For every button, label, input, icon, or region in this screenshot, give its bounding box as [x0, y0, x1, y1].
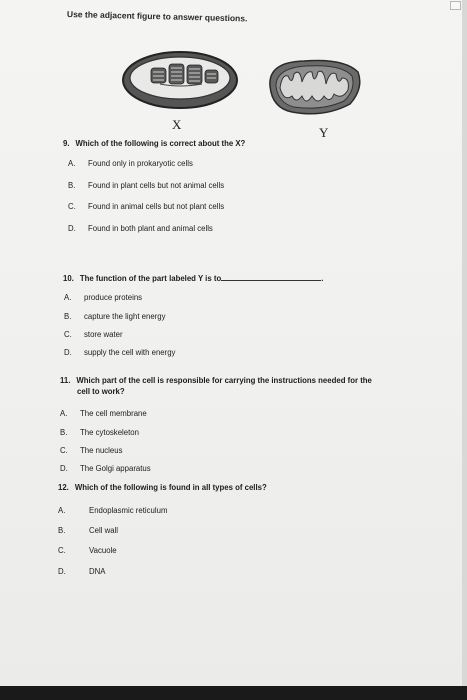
question-11-text: Which part of the cell is responsible for carrying the instructions needed for the [76, 376, 372, 385]
question-12 [58, 483, 267, 492]
question-9-number: 9. [63, 139, 70, 148]
question-11-option-c[interactable]: C. The nucleus [60, 446, 123, 455]
answer-blank-line[interactable] [221, 272, 321, 281]
question-10-option-d[interactable]: D. supply the cell with energy [64, 348, 176, 357]
figure-label-y: Y [319, 125, 329, 140]
question-11-text-line2: cell to work? [77, 387, 125, 396]
instructions-text: Use the adjacent figure to answer questions. [66, 9, 248, 24]
question-10-number: 10. [63, 274, 74, 283]
question-10-text: The function of the part labeled Y is to [79, 274, 222, 283]
question-11-option-d[interactable]: D. The Golgi apparatus [60, 464, 151, 473]
page-edge [462, 0, 467, 700]
question-9-option-b[interactable]: B. Found in plant cells but not animal cells [68, 181, 225, 190]
question-12-number: 12. [58, 483, 69, 492]
question-9 [63, 139, 245, 148]
question-9-option-d[interactable]: D. Found in both plant and animal cells [68, 224, 213, 233]
figure-label-x: X [172, 117, 182, 132]
question-9-text: Which of the following is correct about the X? [75, 139, 246, 148]
question-10-option-a[interactable]: A. produce proteins [64, 293, 143, 302]
question-10-option-c[interactable]: C. store water [64, 330, 123, 339]
question-11-option-b[interactable]: B. The cytoskeleton [60, 428, 139, 437]
question-9-option-a[interactable]: A. Found only in prokaryotic cells [68, 159, 193, 168]
page-corner-icon [450, 1, 461, 10]
bottom-dark-strip [0, 686, 467, 700]
question-11-number: 11. [60, 376, 71, 385]
question-12-option-b[interactable]: B. Cell wall [58, 526, 119, 535]
question-10-option-b[interactable]: B. capture the light energy [64, 312, 166, 321]
question-9-option-c[interactable]: C. Found in animal cells but not plant cells [68, 202, 225, 211]
question-12-text: Which of the following is found in all types of cells? [74, 483, 267, 492]
question-10: 10. The function of the part labeled Y is to . [63, 274, 324, 283]
question-12-option-c[interactable]: C. Vacuole [58, 546, 117, 555]
mitochondrion-y-illustration [264, 56, 364, 118]
question-12-option-d[interactable]: D. DNA [58, 567, 106, 576]
chloroplast-x-illustration [120, 48, 240, 112]
question-12-option-a[interactable]: A. Endoplasmic reticulum [58, 506, 168, 515]
question-11-option-a[interactable]: A. The cell membrane [60, 409, 147, 418]
question-11 [60, 376, 372, 385]
